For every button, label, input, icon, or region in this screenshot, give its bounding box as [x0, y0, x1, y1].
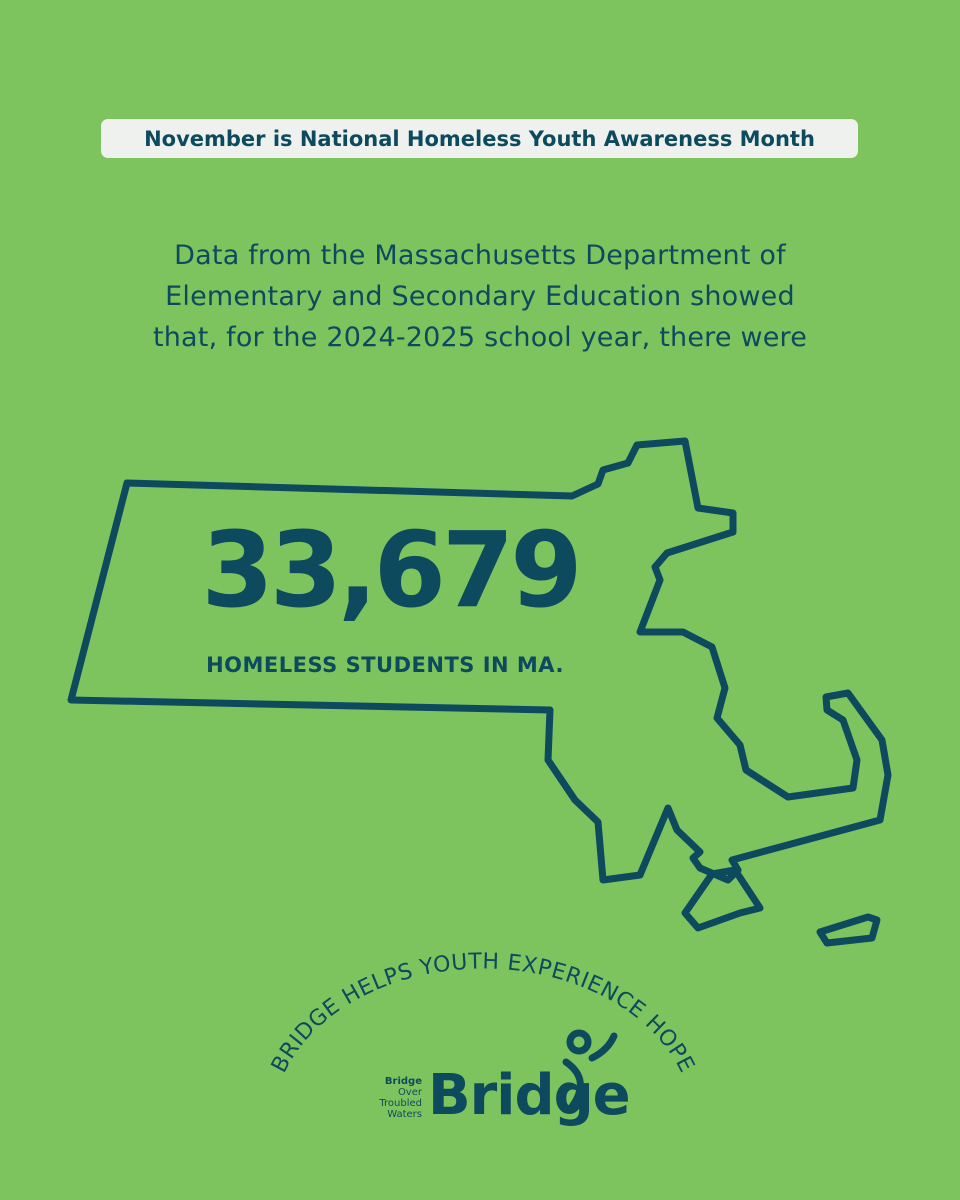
logo-small-line: Waters	[387, 1109, 422, 1120]
homeless-student-label: HOMELESS STUDENTS IN MA.	[206, 653, 564, 677]
intro-line: Elementary and Secondary Education showed	[165, 281, 795, 312]
logo-small-line: Over	[397, 1087, 422, 1098]
intro-line: that, for the 2024-2025 school year, there were	[152, 322, 808, 353]
intro-line: Data from the Massachusetts Department of	[174, 240, 786, 271]
homeless-student-count: 33,679	[201, 509, 579, 631]
bridge-logo-wordmark: Bridge	[428, 1063, 630, 1128]
tagline-text-path: BRIDGE HELPS YOUTH EXPERIENCE HOPE	[266, 949, 700, 1077]
logo-small-line: Troubled	[379, 1098, 422, 1109]
logo-small-line: Bridge	[384, 1076, 422, 1087]
banner-text: November is National Homeless Youth Awareness Month	[144, 126, 815, 151]
